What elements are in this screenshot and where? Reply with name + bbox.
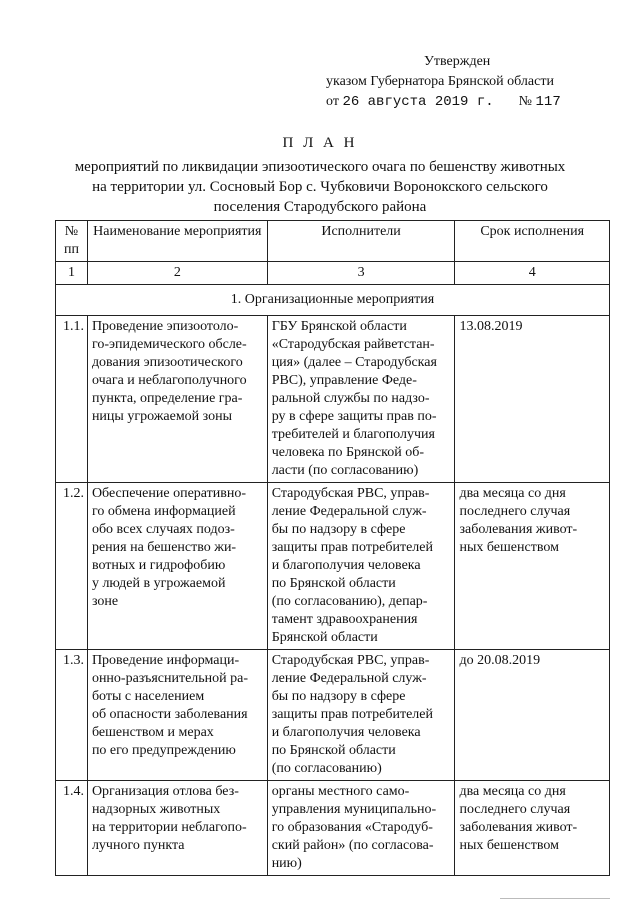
- row-executors-line: Стародубская РВС, управ-: [271, 486, 430, 501]
- number-label: №: [518, 94, 533, 109]
- row-activity-line: дования эпизоотического: [91, 355, 243, 370]
- row-deadline: [455, 781, 610, 876]
- row-activity-line: очага и неблагополучного: [91, 373, 247, 388]
- row-activity-line: по его предупреждению: [91, 743, 236, 758]
- row-number: 1.4.: [56, 781, 88, 876]
- column-number-row: [56, 262, 610, 285]
- table-row: [56, 483, 610, 650]
- row-deadline-line: два месяца со дня: [459, 784, 566, 799]
- row-executors-line: ление Федеральной служ-: [271, 671, 427, 686]
- decree-date: 26 августа 2019 г.: [342, 94, 494, 110]
- row-executors-line: (по согласованию): [271, 761, 382, 776]
- plan-table: [55, 220, 610, 876]
- row-activity-line: го обмена информацией: [91, 504, 236, 519]
- row-deadline: [455, 650, 610, 781]
- subtitle-line-3: поселения Стародубского района: [213, 199, 427, 215]
- row-executors-line: Брянской области: [271, 630, 378, 645]
- row-activity: [87, 650, 267, 781]
- row-number: 1.1.: [56, 316, 88, 483]
- row-executors-line: (по согласованию), депар-: [271, 594, 428, 609]
- subtitle-line-1: мероприятий по ликвидации эпизоотического очага по бешенству животных: [74, 159, 566, 175]
- row-activity-line: онно-разъяснительной ра-: [91, 671, 249, 686]
- header-executors: Исполнители: [267, 221, 455, 262]
- row-executors: [267, 316, 455, 483]
- header-num: № пп: [56, 221, 88, 262]
- date-prefix: от: [326, 94, 339, 109]
- section-row: [56, 285, 610, 316]
- decree-label: указом Губернатора Брянской области: [326, 74, 554, 89]
- row-executors-line: РВС), управление Феде-: [271, 373, 417, 388]
- approved-label: Утвержден: [424, 54, 491, 69]
- row-executors-line: защиты прав потребителей: [271, 707, 433, 722]
- row-activity-line: го-эпидемического обсле-: [91, 337, 247, 352]
- row-executors-line: нию): [271, 856, 302, 871]
- row-activity-line: Проведение эпизоотоло-: [91, 319, 239, 334]
- row-executors-line: органы местного само-: [271, 784, 410, 799]
- row-executors-line: ление Федеральной служ-: [271, 504, 427, 519]
- row-deadline-line: последнего случая: [459, 802, 571, 817]
- row-executors-line: ральной службы по надзо-: [271, 391, 430, 406]
- page-edge-line: [500, 898, 610, 899]
- row-deadline: [455, 483, 610, 650]
- header-name: Наименование мероприятия: [87, 221, 267, 262]
- row-activity-line: Организация отлова без-: [91, 784, 239, 799]
- row-executors-line: и благополучия человека: [271, 558, 421, 573]
- col-number: 1: [56, 262, 88, 285]
- row-activity-line: ницы угрожаемой зоны: [91, 409, 233, 424]
- approval-stamp: [326, 52, 626, 112]
- row-executors: [267, 483, 455, 650]
- col-number: 4: [455, 262, 610, 285]
- row-activity-line: надзорных животных: [91, 802, 221, 817]
- row-activity-line: бешенством и мерах: [91, 725, 214, 740]
- row-executors-line: человека по Брянской об-: [271, 445, 425, 460]
- row-executors: [267, 781, 455, 876]
- table-header-row: [56, 221, 610, 262]
- row-executors-line: ский район» (по согласова-: [271, 838, 434, 853]
- row-deadline-line: два месяца со дня: [459, 486, 566, 501]
- row-executors-line: ция» (далее – Стародубская: [271, 355, 437, 370]
- row-executors-line: тамент здравоохранения: [271, 612, 418, 627]
- row-activity-line: пункта, определение гра-: [91, 391, 243, 406]
- row-number: 1.2.: [56, 483, 88, 650]
- row-executors-line: по Брянской области: [271, 743, 396, 758]
- row-executors-line: по Брянской области: [271, 576, 396, 591]
- header-deadline: Срок исполнения: [455, 221, 610, 262]
- row-executors-line: бы по надзору в сфере: [271, 522, 406, 537]
- row-executors-line: ГБУ Брянской области: [271, 319, 407, 334]
- decree-date-line: [326, 92, 626, 112]
- table-body: [56, 316, 610, 876]
- row-executors-line: требителей и благополучия: [271, 427, 435, 442]
- row-deadline-line: последнего случая: [459, 504, 571, 519]
- row-activity-line: об опасности заболевания: [91, 707, 248, 722]
- table-row: [56, 650, 610, 781]
- row-activity-line: боты с населением: [91, 689, 205, 704]
- row-executors: [267, 650, 455, 781]
- row-deadline-line: заболевания живот-: [459, 522, 578, 537]
- row-executors-line: бы по надзору в сфере: [271, 689, 406, 704]
- row-executors-line: ру в сфере защиты прав по-: [271, 409, 437, 424]
- row-deadline-line: ных бешенством: [459, 540, 559, 555]
- subtitle-line-2: на территории ул. Сосновый Бор с. Чубковичи Воронокского сельского: [92, 179, 548, 195]
- section-heading: 1. Организационные мероприятия: [56, 285, 610, 316]
- row-executors-line: и благополучия человека: [271, 725, 421, 740]
- row-executors-line: «Стародубская райветстан-: [271, 337, 435, 352]
- plan-heading: П Л А Н: [282, 135, 358, 151]
- row-activity-line: обо всех случаях подоз-: [91, 522, 235, 537]
- row-deadline-line: 13.08.2019: [459, 319, 523, 334]
- col-number: 2: [87, 262, 267, 285]
- row-activity-line: вотных и гидрофобию: [91, 558, 226, 573]
- row-deadline-line: заболевания живот-: [459, 820, 578, 835]
- row-activity: [87, 483, 267, 650]
- row-activity: [87, 316, 267, 483]
- row-activity-line: у людей в угрожаемой: [91, 576, 226, 591]
- row-executors-line: защиты прав потребителей: [271, 540, 433, 555]
- row-activity-line: Проведение информаци-: [91, 653, 240, 668]
- row-deadline-line: до 20.08.2019: [459, 653, 541, 668]
- row-activity-line: зоне: [91, 594, 119, 609]
- row-activity-line: на территории неблагопо-: [91, 820, 247, 835]
- row-activity-line: Обеспечение оперативно-: [91, 486, 247, 501]
- row-activity-line: рения на бешенство жи-: [91, 540, 237, 555]
- row-executors-line: Стародубская РВС, управ-: [271, 653, 430, 668]
- row-deadline: [455, 316, 610, 483]
- decree-number: 117: [535, 94, 561, 110]
- row-executors-line: управления муниципально-: [271, 802, 437, 817]
- row-number: 1.3.: [56, 650, 88, 781]
- row-activity-line: лучного пункта: [91, 838, 185, 853]
- row-activity: [87, 781, 267, 876]
- document-title: [20, 133, 620, 217]
- table-row: [56, 316, 610, 483]
- row-deadline-line: ных бешенством: [459, 838, 559, 853]
- row-executors-line: го образования «Стародуб-: [271, 820, 433, 835]
- row-executors-line: ласти (по согласованию): [271, 463, 419, 478]
- table-row: [56, 781, 610, 876]
- col-number: 3: [267, 262, 455, 285]
